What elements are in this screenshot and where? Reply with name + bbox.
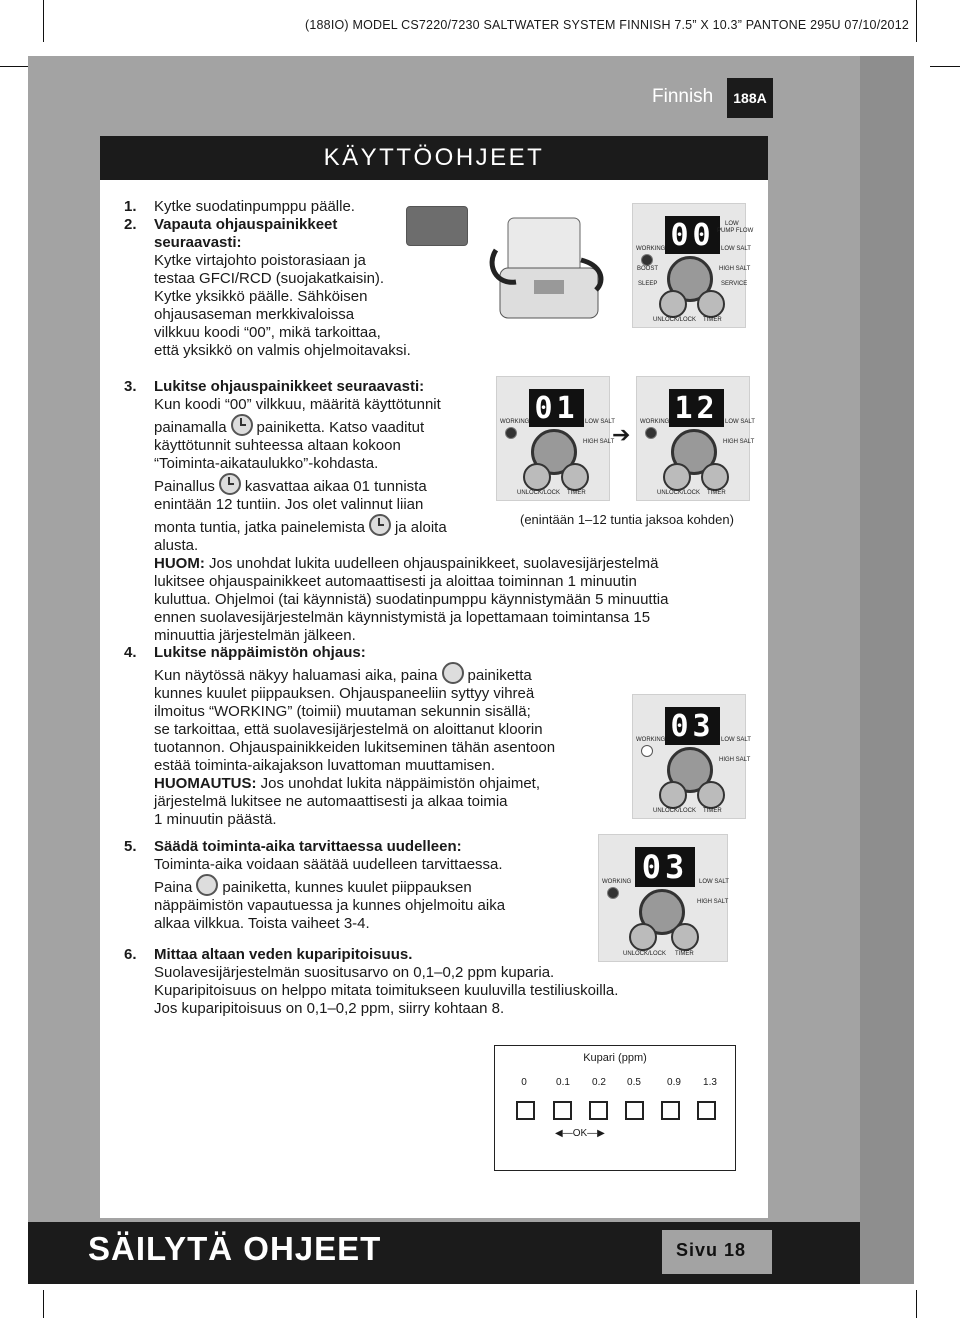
low-salt-label: LOW SALT xyxy=(721,737,751,743)
copper-value: 0.1 xyxy=(556,1077,570,1088)
working-label: WORKING xyxy=(500,419,530,425)
display-readout: 01 xyxy=(529,389,584,427)
left-arrow-icon: ◀— xyxy=(555,1128,573,1139)
saltwater-unit-image xyxy=(486,210,616,330)
arrow-icon: ➔ xyxy=(612,422,631,447)
step-text: Toiminta-aika voidaan säätää uudelleen tarvittaessa. xyxy=(154,856,503,873)
page-code-badge: 188A xyxy=(727,78,773,118)
color-swatch xyxy=(625,1101,644,1120)
display-readout: 03 xyxy=(665,707,720,745)
unlock-lock-button xyxy=(659,781,687,809)
text-part: monta tuntia, jatka painelemista xyxy=(154,519,365,536)
note-label: HUOMAUTUS: xyxy=(154,775,257,792)
step-text: enintään 12 tuntiin. Jos olet valinnut liian xyxy=(154,496,424,513)
step-number: 1. xyxy=(124,198,137,215)
ok-range-marker xyxy=(555,1128,605,1139)
step-text: Kytke virtajohto poistorasiaan ja xyxy=(154,252,366,269)
step-heading: Vapauta ohjauspainikkeet xyxy=(154,216,338,233)
crop-mark xyxy=(43,1290,44,1318)
note-label: HUOM: xyxy=(154,555,205,572)
unlock-lock-button xyxy=(523,463,551,491)
timer-button xyxy=(701,463,729,491)
color-swatch xyxy=(516,1101,535,1120)
text-part: Kun näytössä näkyy haluamasi aika, paina xyxy=(154,667,438,684)
timer-button xyxy=(697,290,725,318)
high-salt-label: HIGH SALT xyxy=(719,757,751,763)
control-panel-image xyxy=(632,694,751,819)
step-number: 2. xyxy=(124,216,137,233)
step-text: Suolavesijärjestelmän suositusarvo on 0,1–0,2 ppm kuparia. xyxy=(154,964,555,981)
high-salt-label: HIGH SALT xyxy=(723,439,755,445)
control-panel-image xyxy=(496,376,615,501)
copper-value: 0.2 xyxy=(592,1077,606,1088)
step-heading: seuraavasti: xyxy=(154,234,242,251)
step-1 xyxy=(124,198,355,216)
low-salt-label: LOW SALT xyxy=(699,879,729,885)
working-led xyxy=(645,427,657,439)
control-panel-image xyxy=(632,203,754,328)
unlock-label: UNLOCK/LOCK xyxy=(653,808,697,814)
text-part: painiketta. Katso vaaditut xyxy=(256,419,425,436)
step-text-line xyxy=(154,874,505,897)
note-text: 1 minuutin päästä. xyxy=(154,811,277,828)
text-part: kasvattaa aikaa 01 tunnista xyxy=(244,478,427,495)
step-text: Kytke suodatinpumppu päälle. xyxy=(154,198,355,215)
pump-flow-label: PUMP FLOW xyxy=(717,228,754,234)
step-text: alusta. xyxy=(154,537,199,554)
crop-mark xyxy=(916,1290,917,1318)
step-text: testaa GFCI/RCD (suojakatkaisin). xyxy=(154,270,385,287)
timer-label: TIMER xyxy=(675,951,694,957)
step-text: alkaa vilkkua. Toista vaiheet 3-4. xyxy=(154,915,370,932)
color-swatch xyxy=(697,1101,716,1120)
color-swatch xyxy=(553,1101,572,1120)
working-led xyxy=(505,427,517,439)
note-line xyxy=(154,555,668,573)
text-part: painiketta xyxy=(467,667,532,684)
timer-label: TIMER xyxy=(707,490,726,496)
display-readout: 12 xyxy=(669,389,724,427)
working-label: WORKING xyxy=(640,419,670,425)
display-readout: 03 xyxy=(635,847,695,887)
working-label: WORKING xyxy=(602,879,632,885)
working-label: WORKING xyxy=(636,246,666,252)
note-text: Jos unohdat lukita uudelleen ohjauspainikkeet, suolavesijärjestelmä xyxy=(204,555,659,572)
step-text: Jos kuparipitoisuus on 0,1–0,2 ppm, siirry kohtaan 8. xyxy=(154,1000,505,1017)
keep-instructions-label: SÄILYTÄ OHJEET xyxy=(88,1230,382,1267)
step-text: estää toiminta-aikajakson luvattoman muuttamisen. xyxy=(154,757,496,774)
step-text: tuotannon. Ohjauspainikkeiden lukitseminen tähän asentoon xyxy=(154,739,556,756)
timer-button xyxy=(671,923,699,951)
step-text: Kytke yksikkö päälle. Sähköisen xyxy=(154,288,368,305)
step-heading: Lukitse ohjauspainikkeet seuraavasti: xyxy=(154,378,425,395)
step-text: kunnes kuulet piippauksen. Ohjauspaneeliin syttyy vihreä xyxy=(154,685,535,702)
step-text: ohjausaseman merkkivaloissa xyxy=(154,306,355,323)
control-panel-image xyxy=(636,376,755,501)
color-swatch xyxy=(661,1101,680,1120)
boost-button-icon xyxy=(442,662,464,684)
color-swatch xyxy=(589,1101,608,1120)
working-led xyxy=(641,254,653,266)
timer-button xyxy=(697,781,725,809)
step-number: 6. xyxy=(124,946,137,963)
step-number: 5. xyxy=(124,838,137,855)
unlock-label: UNLOCK/LOCK xyxy=(517,490,561,496)
working-led xyxy=(607,887,619,899)
timer-label: TIMER xyxy=(703,317,722,323)
low-salt-label: LOW SALT xyxy=(725,419,755,425)
timer-button xyxy=(561,463,589,491)
low-salt-label: LOW SALT xyxy=(585,419,615,425)
unlock-button-icon xyxy=(196,874,218,896)
working-label: WORKING xyxy=(636,737,666,743)
copper-test-scale xyxy=(494,1045,736,1171)
step-text: “Toiminta-aikataulukko”-kohdasta. xyxy=(154,455,379,472)
note-text: lukitsee ohjauspainikkeet automaattisesti ja aloittaa toiminnan 1 minuutin xyxy=(154,573,637,590)
title-bar xyxy=(100,136,768,180)
note-text: Jos unohdat lukita näppäimistön ohjaimet, xyxy=(256,775,541,792)
note-line xyxy=(154,775,555,793)
ok-label: OK xyxy=(572,1128,588,1139)
note-text: ennen suolavesijärjestelmän käynnistymistä ja lopettamaan toimintansa 15 xyxy=(154,609,651,626)
boost-label: BOOST xyxy=(637,266,659,272)
copper-value: 0.5 xyxy=(627,1077,641,1088)
unlock-lock-button xyxy=(663,463,691,491)
working-led xyxy=(641,745,653,757)
step-text: että yksikkö on valmis ohjelmoitavaksi. xyxy=(154,342,411,359)
text-part: painiketta, kunnes kuulet piippauksen xyxy=(222,879,472,896)
note-text: minuuttia järjestelmän jälkeen. xyxy=(154,627,356,644)
timer-label: TIMER xyxy=(703,808,722,814)
note-text: järjestelmä lukitsee ne automaattisesti ja alkaa toimia xyxy=(154,793,508,810)
text-part: ja aloita xyxy=(394,519,447,536)
step-5 xyxy=(124,838,506,933)
step-2 xyxy=(124,216,411,360)
crop-mark xyxy=(930,66,960,67)
text-part: Paina xyxy=(154,879,193,896)
step-text-line xyxy=(154,662,555,685)
step-text: käyttötunnit suhteessa altaan kokoon xyxy=(154,437,401,454)
low-salt-label: LOW SALT xyxy=(721,246,751,252)
unlock-lock-button xyxy=(659,290,687,318)
text-part: painamalla xyxy=(154,419,227,436)
print-header: (188IO) MODEL CS7220/7230 SALTWATER SYSTEM FINNISH 7.5” X 10.3” PANTONE 295U 07/10/2012 xyxy=(305,18,909,32)
step-heading: Mittaa altaan veden kuparipitoisuus. xyxy=(154,946,413,963)
display-readout: 00 xyxy=(665,216,720,254)
unlock-label: UNLOCK/LOCK xyxy=(657,490,701,496)
copper-value: 0 xyxy=(521,1077,527,1088)
copper-value: 1.3 xyxy=(703,1077,717,1088)
copper-scale-title: Kupari (ppm) xyxy=(583,1052,647,1064)
step-text: ilmoitus “WORKING” (toimii) muutaman sekunnin sisällä; xyxy=(154,703,531,720)
high-salt-label: HIGH SALT xyxy=(719,266,751,272)
gfci-outlet-image xyxy=(406,206,468,246)
page-title: KÄYTTÖOHJEET xyxy=(323,144,545,171)
step-text: vilkkuu koodi “00”, mikä tarkoittaa, xyxy=(154,324,381,341)
step-4 xyxy=(124,644,556,829)
unlock-lock-button xyxy=(629,923,657,951)
timer-label: TIMER xyxy=(567,490,586,496)
step-text: se tarkoittaa, että suolavesijärjestelmä on aloittanut kloorin xyxy=(154,721,543,738)
timer-button-icon xyxy=(369,514,391,536)
timer-button-icon xyxy=(219,473,241,495)
page-number: Sivu 18 xyxy=(676,1240,747,1260)
timer-button-icon xyxy=(231,414,253,436)
step-text: näppäimistön vapautuessa ja kunnes ohjelmoitu aika xyxy=(154,897,506,914)
language-label: Finnish xyxy=(652,86,714,107)
unlock-label: UNLOCK/LOCK xyxy=(623,951,667,957)
right-arrow-icon: —▶ xyxy=(587,1128,605,1139)
step-text: Kuparipitoisuus on helppo mitata toimitukseen kuuluvilla testiliuskoilla. xyxy=(154,982,619,999)
unlock-label: UNLOCK/LOCK xyxy=(653,317,697,323)
step-text: Kun koodi “00” vilkkuu, määritä käyttötunnit xyxy=(154,396,441,413)
low-label: LOW xyxy=(725,221,739,227)
step-number: 3. xyxy=(124,378,137,395)
side-strip xyxy=(860,56,914,1284)
text-part: Painallus xyxy=(154,478,215,495)
step-heading: Säädä toiminta-aika tarvittaessa uudelleen: xyxy=(154,838,462,855)
crop-mark xyxy=(0,66,28,67)
high-salt-label: HIGH SALT xyxy=(583,439,615,445)
service-label: SERVICE xyxy=(721,281,748,287)
copper-value: 0.9 xyxy=(667,1077,681,1088)
note-text: kuluttua. Ohjelmoi (tai käynnistä) suodatinpumppu käynnistymään 5 minuuttia xyxy=(154,591,669,608)
step-number: 4. xyxy=(124,644,137,661)
control-panel-image xyxy=(598,834,728,962)
high-salt-label: HIGH SALT xyxy=(697,899,729,905)
step-6 xyxy=(124,946,619,1018)
sleep-label: SLEEP xyxy=(638,281,658,287)
step-heading: Lukitse näppäimistön ohjaus: xyxy=(154,644,366,661)
panel-caption: (enintään 1–12 tuntia jaksoa kohden) xyxy=(520,512,734,527)
